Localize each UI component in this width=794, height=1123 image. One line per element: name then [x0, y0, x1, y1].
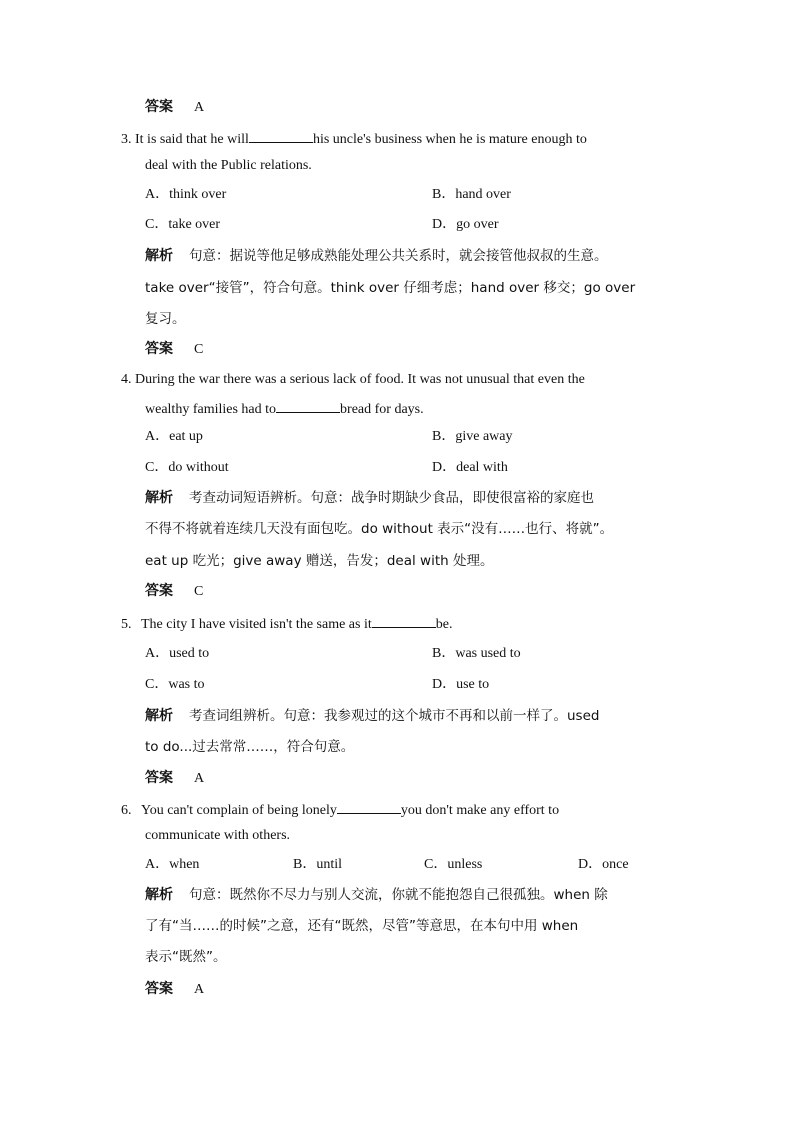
analysis-line: 了有“当……的时候”之意，还有“既然，尽管”等意思，在本句中用 when	[145, 918, 579, 934]
question-number: 3.	[121, 132, 132, 147]
stem-text: be.	[435, 617, 453, 632]
analysis-line: 复习。	[145, 311, 186, 327]
analysis-line	[145, 886, 608, 905]
option-c: C．take over	[145, 217, 221, 232]
option-c: C．unless	[424, 857, 483, 872]
answer-value: C	[194, 342, 204, 357]
option-b: B．was used to	[432, 646, 521, 661]
option-d: D．go over	[432, 217, 499, 232]
option-a: A．when	[145, 857, 200, 872]
answer-blank	[276, 399, 340, 413]
analysis-line: to do...过去常常……，符合句意。	[145, 739, 355, 755]
option-c: C．do without	[145, 460, 229, 475]
analysis-text: 句意：既然你不尽力与别人交流，你就不能抱怨自己很孤独。when 除	[189, 887, 608, 903]
answer-line	[145, 769, 204, 788]
answer-value: A	[194, 982, 205, 997]
answer-blank	[372, 614, 436, 628]
question-3-stem-line2: deal with the Public relations.	[145, 158, 312, 173]
answer-blank	[249, 129, 313, 143]
option-a: A．eat up	[145, 429, 203, 444]
analysis-text: 考查词组辨析。句意：我参观过的这个城市不再和以前一样了。used	[189, 708, 600, 724]
option-d: D．use to	[432, 677, 490, 692]
analysis-line	[145, 489, 594, 508]
analysis-line: take over“接管”，符合句意。think over 仔细考虑；hand over 移交；go over	[145, 280, 636, 296]
question-4-stem-line2	[145, 399, 424, 419]
stem-text: his uncle's business when he is mature enough to	[312, 132, 587, 147]
answer-line	[145, 980, 204, 999]
answer-label: 答案	[145, 341, 173, 357]
answer-line	[145, 340, 203, 359]
answer-line	[145, 98, 204, 117]
analysis-label: 解析	[145, 248, 173, 264]
analysis-line	[145, 247, 608, 266]
question-3-stem-line1	[121, 129, 673, 149]
question-5-stem-line1	[121, 614, 452, 634]
analysis-line	[145, 707, 599, 726]
stem-text: During the war there was a serious lack of food. It was not unusual that even the	[135, 372, 585, 387]
stem-text: The city I have visited isn't the same as it	[141, 617, 372, 632]
answer-value: C	[194, 584, 204, 599]
analysis-line: 表示“既然”。	[145, 949, 227, 965]
answer-label: 答案	[145, 770, 173, 786]
answer-blank	[337, 800, 401, 814]
analysis-label: 解析	[145, 490, 173, 506]
answer-label: 答案	[145, 981, 173, 997]
analysis-line: 不得不将就着连续几天没有面包吃。do without 表示“没有……也行、将就”。	[145, 521, 614, 537]
answer-value: A	[194, 100, 205, 115]
option-b: B．hand over	[432, 187, 511, 202]
option-b: B．give away	[432, 429, 513, 444]
answer-line	[145, 582, 203, 601]
question-4-stem-line1	[121, 371, 673, 389]
analysis-line: eat up 吃光；give away 赠送，告发；deal with 处理。	[145, 553, 494, 569]
option-a: A．think over	[145, 187, 227, 202]
answer-value: A	[194, 771, 205, 786]
stem-text: It is said that he will	[135, 132, 249, 147]
question-6-stem-line2: communicate with others.	[145, 828, 291, 843]
stem-text: bread for days.	[340, 402, 424, 417]
option-d: D．deal with	[432, 460, 508, 475]
question-6-stem-line1	[121, 800, 673, 820]
answer-label: 答案	[145, 99, 173, 115]
stem-text: wealthy families had to	[145, 402, 277, 417]
question-number: 4.	[121, 372, 132, 387]
option-d: D．once	[578, 857, 629, 872]
stem-text: You can't complain of being lonely	[141, 803, 337, 818]
option-b: B．until	[293, 857, 343, 872]
stem-text: you don't make any effort to	[400, 803, 560, 818]
analysis-label: 解析	[145, 887, 173, 903]
analysis-text: 句意：据说等他足够成熟能处理公共关系时，就会接管他叔叔的生意。	[189, 248, 608, 264]
question-number: 5.	[121, 617, 132, 632]
analysis-label: 解析	[145, 708, 173, 724]
answer-label: 答案	[145, 583, 173, 599]
option-c: C．was to	[145, 677, 205, 692]
option-a: A．used to	[145, 646, 210, 661]
question-number: 6.	[121, 803, 132, 818]
analysis-text: 考查动词短语辨析。句意：战争时期缺少食品，即使很富裕的家庭也	[189, 490, 594, 506]
